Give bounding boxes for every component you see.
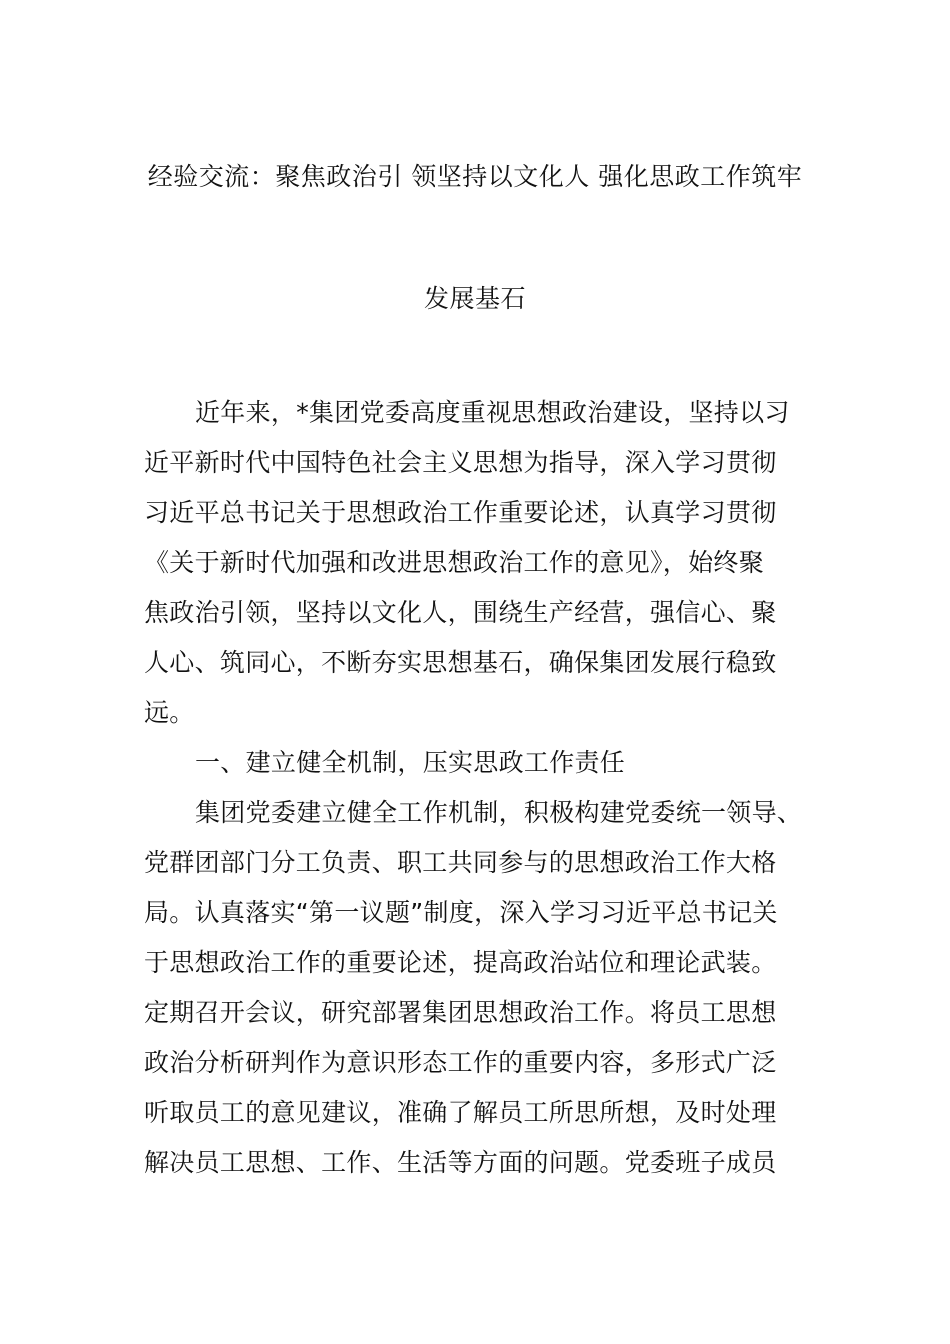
body-line: 焦政治引领，坚持以文化人，围绕生产经营，强信心、聚 (144, 598, 777, 627)
body-line: 习近平总书记关于思想政治工作重要论述，认真学习贯彻 (144, 498, 777, 527)
document-title-line-1: 经验交流：聚焦政治引 领坚持以文化人 强化思政工作筑牢 (147, 162, 803, 191)
body-line: 远。 (144, 698, 195, 727)
body-line: 集团党委建立健全工作机制，积极构建党委统一领导、 (195, 798, 803, 827)
body-line: 政治分析研判作为意识形态工作的重要内容，多形式广泛 (144, 1048, 777, 1077)
body-line: 党群团部门分工负责、职工共同参与的思想政治工作大格 (144, 848, 777, 877)
body-line: 《关于新时代加强和改进思想政治工作的意见》，始终聚 (144, 548, 765, 577)
document-title-line-2: 发展基石 (423, 284, 526, 313)
body-line: 局。认真落实“第一议题”制度，深入学习习近平总书记关 (144, 898, 778, 927)
body-line: 听取员工的意见建议，准确了解员工所思所想，及时处理 (144, 1098, 777, 1127)
section-heading-1: 一、建立健全机制，压实思政工作责任 (195, 748, 626, 777)
body-line: 于思想政治工作的重要论述，提高政治站位和理论武装。 (144, 948, 777, 977)
body-line: 定期召开会议，研究部署集团思想政治工作。将员工思想 (144, 998, 777, 1027)
body-line: 近年来，*集团党委高度重视思想政治建设，坚持以习 (195, 398, 790, 427)
body-line: 解决员工思想、工作、生活等方面的问题。党委班子成员 (144, 1148, 777, 1177)
document-body (144, 388, 844, 1188)
body-line: 近平新时代中国特色社会主义思想为指导，深入学习贯彻 (144, 448, 777, 477)
body-line: 人心、筑同心，不断夯实思想基石，确保集团发展行稳致 (144, 648, 777, 677)
